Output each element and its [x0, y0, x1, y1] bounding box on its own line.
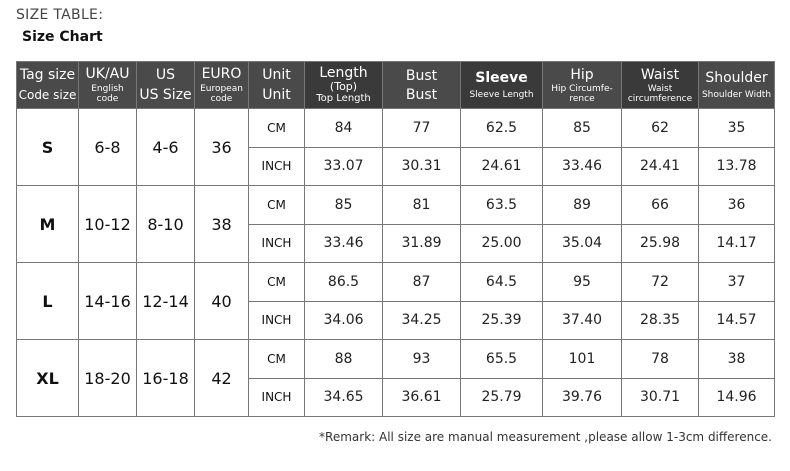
header-euro	[195, 62, 249, 109]
euro-cell: 40	[195, 263, 249, 340]
unit-cell: INCH	[249, 147, 305, 186]
hip-cell: 33.46	[543, 147, 622, 186]
length-cell: 33.46	[305, 224, 383, 263]
us-cell: 4-6	[137, 109, 195, 186]
unit-cell: CM	[249, 340, 305, 379]
waist-cell: 24.41	[622, 147, 699, 186]
size-cell: XL	[17, 340, 79, 417]
sleeve-label: Sleeve	[475, 70, 528, 86]
bust-cell: 34.25	[383, 301, 461, 340]
shoulder-cell: 14.17	[699, 224, 775, 263]
size-chart-table	[16, 61, 775, 417]
header-sleeve	[461, 62, 543, 109]
unit-label-2: Unit	[262, 87, 291, 103]
us-cell: 16-18	[137, 340, 195, 417]
bust-label-1: Bust	[405, 67, 438, 84]
unit-cell: CM	[249, 186, 305, 225]
hip-cell: 37.40	[543, 301, 622, 340]
sleeve-sub-label: Sleeve Length	[469, 90, 534, 100]
ukau-cell: 6-8	[79, 109, 137, 186]
euro-cell: 36	[195, 109, 249, 186]
header-shoulder	[699, 62, 775, 109]
hip-sub-label: Hip Circumfe-rence	[551, 83, 613, 104]
unit-cell: INCH	[249, 301, 305, 340]
header-ukau	[79, 62, 137, 109]
length-cell: 84	[305, 109, 383, 148]
table-row	[17, 109, 775, 148]
length-cell: 85	[305, 186, 383, 225]
table-row	[17, 263, 775, 302]
sleeve-cell: 25.79	[461, 378, 543, 417]
euro-label: EURO	[201, 66, 242, 82]
remark-note: *Remark: All size are manual measurement ,please allow 1-3cm difference.	[319, 430, 772, 444]
hip-cell: 85	[543, 109, 622, 148]
header-row	[17, 62, 775, 109]
header-waist	[622, 62, 699, 109]
shoulder-cell: 37	[699, 263, 775, 302]
length-cell: 34.06	[305, 301, 383, 340]
hip-label: Hip	[570, 66, 594, 83]
header-hip	[543, 62, 622, 109]
bust-cell: 81	[383, 186, 461, 225]
tag-size-label: Tag size	[19, 67, 76, 83]
table-row	[17, 340, 775, 379]
chart-title: Size Chart	[22, 29, 103, 45]
shoulder-cell: 36	[699, 186, 775, 225]
sleeve-cell: 65.5	[461, 340, 543, 379]
length-top-label: (Top)	[329, 80, 358, 93]
header-length	[305, 62, 383, 109]
us-cell: 12-14	[137, 263, 195, 340]
bust-cell: 30.31	[383, 147, 461, 186]
sleeve-cell: 25.00	[461, 224, 543, 263]
sleeve-cell: 63.5	[461, 186, 543, 225]
code-size-label: Code size	[18, 88, 77, 102]
bust-cell: 87	[383, 263, 461, 302]
sleeve-cell: 25.39	[461, 301, 543, 340]
size-cell: L	[17, 263, 79, 340]
unit-cell: CM	[249, 109, 305, 148]
shoulder-sub-label: Shoulder Width	[701, 90, 772, 100]
shoulder-cell: 38	[699, 340, 775, 379]
unit-cell: INCH	[249, 224, 305, 263]
page-title: SIZE TABLE:	[16, 7, 104, 23]
length-label: Length	[319, 65, 368, 81]
bust-cell: 93	[383, 340, 461, 379]
waist-cell: 72	[622, 263, 699, 302]
length-cell: 34.65	[305, 378, 383, 417]
hip-cell: 101	[543, 340, 622, 379]
ukau-sub-label: English code	[91, 84, 124, 104]
shoulder-cell: 35	[699, 109, 775, 148]
euro-cell: 42	[195, 340, 249, 417]
waist-cell: 30.71	[622, 378, 699, 417]
shoulder-cell: 14.96	[699, 378, 775, 417]
bust-cell: 31.89	[383, 224, 461, 263]
unit-label-1: Unit	[262, 67, 291, 83]
us-label: US	[155, 67, 176, 83]
euro-cell: 38	[195, 186, 249, 263]
sleeve-cell: 62.5	[461, 109, 543, 148]
unit-cell: CM	[249, 263, 305, 302]
hip-cell: 95	[543, 263, 622, 302]
ukau-cell: 18-20	[79, 340, 137, 417]
ukau-cell: 10-12	[79, 186, 137, 263]
us-cell: 8-10	[137, 186, 195, 263]
shoulder-cell: 13.78	[699, 147, 775, 186]
sleeve-cell: 24.61	[461, 147, 543, 186]
length-sub-label: Top Length	[316, 93, 371, 104]
hip-cell: 35.04	[543, 224, 622, 263]
waist-cell: 25.98	[622, 224, 699, 263]
table-row	[17, 186, 775, 225]
hip-cell: 39.76	[543, 378, 622, 417]
waist-cell: 62	[622, 109, 699, 148]
bust-cell: 77	[383, 109, 461, 148]
length-cell: 33.07	[305, 147, 383, 186]
us-sub-label: US Size	[139, 87, 192, 103]
size-cell: M	[17, 186, 79, 263]
shoulder-cell: 14.57	[699, 301, 775, 340]
length-cell: 88	[305, 340, 383, 379]
ukau-label: UK/AU	[85, 66, 130, 82]
bust-label-2: Bust	[405, 86, 438, 103]
header-unit	[249, 62, 305, 109]
waist-cell: 28.35	[622, 301, 699, 340]
waist-label: Waist	[640, 66, 680, 83]
shoulder-label: Shoulder	[705, 70, 768, 86]
waist-cell: 78	[622, 340, 699, 379]
unit-cell: INCH	[249, 378, 305, 417]
sleeve-cell: 64.5	[461, 263, 543, 302]
size-cell: S	[17, 109, 79, 186]
bust-cell: 36.61	[383, 378, 461, 417]
header-tag-size	[17, 62, 79, 109]
waist-sub-label: Waist circumference	[627, 83, 693, 104]
header-us	[137, 62, 195, 109]
length-cell: 86.5	[305, 263, 383, 302]
ukau-cell: 14-16	[79, 263, 137, 340]
waist-cell: 66	[622, 186, 699, 225]
euro-sub-label: European code	[200, 84, 243, 104]
header-bust	[383, 62, 461, 109]
hip-cell: 89	[543, 186, 622, 225]
